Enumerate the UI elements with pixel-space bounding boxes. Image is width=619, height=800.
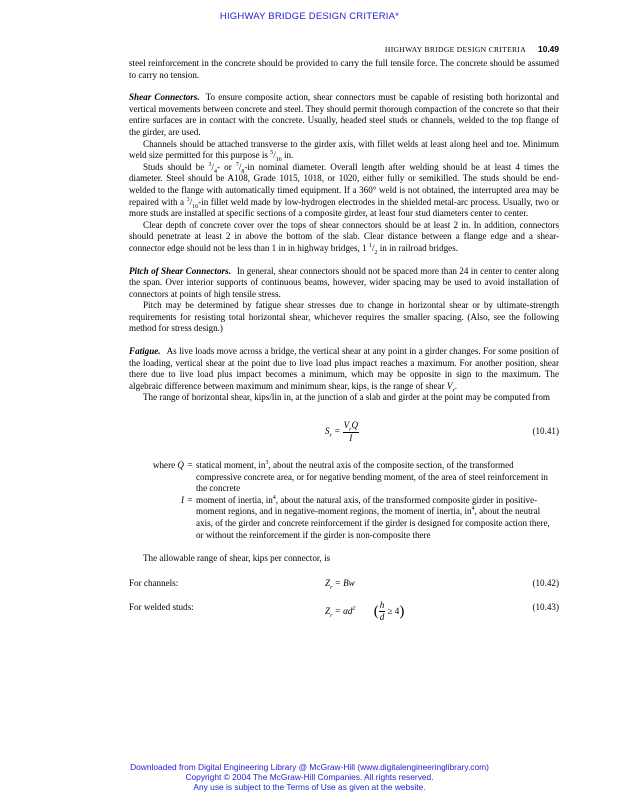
fraction-5-16: $^5/_{16}$: [270, 150, 282, 163]
z-sub: r: [330, 612, 333, 619]
studs-text-b: - or: [216, 161, 236, 172]
equation-10-43: [129, 599, 559, 632]
running-head-title: HIGHWAY BRIDGE DESIGN CRITERIA: [384, 45, 527, 54]
footer-terms: Any use is subject to the Terms of Use as given at the website.: [193, 782, 426, 792]
eq-denominator: I: [349, 432, 353, 443]
eq-fraction: [343, 420, 359, 444]
equals-sign: =: [187, 460, 193, 471]
frac-num: 7: [235, 161, 239, 168]
where-word: where: [152, 460, 176, 471]
q-def-a: statical moment, in: [196, 460, 266, 471]
frac-den: 16: [275, 156, 282, 163]
i-exp-1: 4: [272, 494, 276, 501]
frac-num: 5: [270, 150, 274, 157]
shear-connectors-heading: Shear Connectors.: [129, 92, 200, 103]
equation-10-42: [129, 578, 559, 598]
frac-den: 2: [374, 249, 378, 256]
i-label: [129, 495, 184, 541]
fraction-1-2: $^1/_2$: [368, 242, 378, 256]
z-sub: r: [330, 584, 333, 591]
channels-label: For channels:: [129, 577, 179, 588]
fatigue-paragraph-2: The range of horizontal shear, kips/lin in, at the junction of a slab and girder at the point may be computed from: [143, 392, 550, 403]
cond-rel: ≥ 4: [387, 605, 400, 616]
footer-notice: [0, 762, 619, 792]
z-exp: 2: [352, 605, 356, 612]
fatigue-text-a: As live loads move across a bridge, the vertical shear at any point in a girder changes. For some position of the loading, vertical shear at the point due to live load plus impact reaches a maximum. For another position, shear there due to live load plus impact becomes a minimum, which may be opposite in sign to the maximum. The algebraic difference between maximum and minimum shear, kips, is the range of shear: [129, 346, 559, 391]
equation-10-41-math: $S_r$ = $V_rQ$ I: [325, 420, 359, 443]
i-symbol: I: [180, 494, 184, 505]
studs-text-c: -in nominal diameter. Overall length after welding should be at least 4 times the diameter. Steel should be A108, Grade 1015, 1018, or 1020, either fully or semikilled. The studs should be end-welded to the flange with automatically timed equipment. If a 360° weld is not obtained, the interrupted area may be repaired with a: [129, 161, 559, 207]
fatigue-text-b: .: [454, 380, 458, 391]
document-page: [129, 44, 559, 632]
where-label: [129, 460, 184, 495]
i-exp-2: 4: [471, 506, 475, 513]
i-def-a: moment of inertia, in: [196, 494, 273, 505]
i-def-c: , about the neutral axis, of the girder and concrete reinforcement if the girder is designed for composite action there, or without the reinforcement if the girder is non-composite there: [196, 506, 550, 540]
eq-num-sub: r: [349, 426, 352, 433]
cond-den: d: [379, 612, 385, 623]
i-definition: [196, 495, 559, 541]
fraction-3-4: $^3/_4$: [208, 161, 217, 175]
frac-num: 3: [186, 196, 190, 203]
equation-10-42-math: $Z_r = Bw$: [325, 577, 355, 591]
footer-link[interactable]: Downloaded from Digital Engineering Library @ McGraw-Hill (www.digitalengineeringlibrary.com): [130, 762, 489, 772]
z-rhs: Bw: [343, 577, 355, 588]
eq-num-b: Q: [351, 420, 359, 431]
equation-10-43-math: $Z_r = \alpha d^2$ ( $\frac{h}{d}$ ≥ 4): [325, 599, 405, 623]
eq-lhs: S: [325, 426, 330, 437]
fatigue-paragraph: [129, 346, 559, 392]
footer-copyright: Copyright © 2004 The McGraw-Hill Companies. All rights reserved.: [185, 772, 434, 782]
pitch-text: In general, shear connectors should not be spaced more than 24 in center to center along the span. Over interior supports of continuous beams, however, wider spacing may be used to avoid installation of connectors at points of high tensile stress.: [129, 265, 559, 299]
eq-lhs-sub: r: [329, 433, 332, 440]
clear-depth-text-b: in in railroad bridges.: [377, 242, 459, 253]
z-rhs: αd: [343, 605, 353, 616]
q-exp: 3: [265, 460, 269, 466]
allowable-range-text: The allowable range of shear, kips per connector, is: [143, 553, 331, 564]
equation-number: (10.41): [532, 426, 559, 437]
pitch-paragraph: [129, 266, 559, 301]
channels-text-b: in.: [281, 150, 294, 161]
where-i-row: [129, 495, 559, 541]
intro-paragraph: steel reinforcement in the concrete should be provided to carry the full tensile force. The concrete should be assumed to carry no tension.: [129, 58, 559, 80]
studs-paragraph: [129, 162, 559, 220]
running-head: [129, 44, 559, 58]
studs-label: For welded studs:: [129, 601, 194, 612]
eq-numerator: [343, 420, 359, 433]
z-lhs: Z: [325, 577, 331, 588]
fatigue-heading: Fatigue.: [129, 346, 161, 357]
frac-den: 8: [241, 168, 245, 175]
where-q-row: [129, 460, 559, 495]
q-symbol: Q: [177, 460, 184, 471]
frac-den: 4: [213, 168, 217, 175]
pitch-heading: Pitch of Shear Connectors.: [129, 265, 231, 276]
z-lhs: Z: [325, 605, 331, 616]
equation-number: (10.43): [532, 601, 559, 612]
frac-num: 1: [368, 242, 372, 249]
vr-symbol: $V_r$: [446, 380, 455, 394]
cond-num: h: [379, 600, 386, 613]
equation-number: (10.42): [532, 577, 559, 588]
q-def-b: , about the neutral axis of the composite section, of the transformed compressive concrete area, or for negative bending moment, of the area of steel reinforcement in the concrete: [196, 460, 548, 494]
channels-text-a: Channels should be attached transverse to the girder axis, with fillet welds at least along heel and toe. Minimum weld size permitted for this purpose is: [129, 138, 559, 161]
studs-text-a: Studs should be: [143, 161, 209, 172]
condition-fraction: [379, 600, 386, 624]
i-def-b: , about the natural axis, of the transformed composite girder in positive-moment regions, and in negative-moment regions, the moment of inertia, in: [196, 494, 538, 517]
studs-text-d: -in fillet weld made by low-hydrogen electrodes in the shielded metal-arc process. Usually, two or more studs are installed at specific sections of a composite girder, at least four stud diameters center to center.: [129, 196, 559, 219]
shear-connectors-text: To ensure composite action, shear connectors must be capable of resisting both horizontal and vertical movements between concrete and steel. They should permit thorough compaction of the concrete so that their entire surfaces are in contact with the concrete. Usually, headed steel studs or channels, welded to the top flange of the girder, are used.: [129, 92, 559, 137]
clear-depth-text-a: Clear depth of concrete cover over the tops of shear connectors should be at least 2 in. In addition, connectors should penetrate at least 2 in above the bottom of the slab. Clear distance between a flange edge and a shear-connector edge should not be less than 1 in in highway bridges, 1: [129, 219, 559, 253]
channels-paragraph: [129, 139, 559, 162]
eq-num-a: V: [343, 420, 350, 431]
close-paren: ): [399, 603, 405, 620]
clear-depth-paragraph: [129, 220, 559, 255]
pitch-paragraph-2: Pitch may be determined by fatigue shear stresses due to change in horizontal shear or by ultimate-strength requirements for resisting total horizontal shear, whichever requires the smaller spacing. (Also, see the following method for stress design.): [129, 300, 559, 334]
q-definition: [196, 460, 559, 495]
frac-num: 3: [208, 161, 212, 168]
fraction-7-8: $^7/_8$: [235, 161, 245, 175]
fraction-3-16: $^3/_{16}$: [186, 196, 199, 210]
equals-sign: =: [187, 494, 193, 505]
page-number: 10.49: [538, 44, 559, 54]
download-banner: HIGHWAY BRIDGE DESIGN CRITERIA*: [219, 11, 400, 22]
frac-den: 16: [192, 203, 199, 210]
open-paren: (: [373, 603, 379, 620]
where-definitions: [129, 460, 559, 541]
shear-connectors-paragraph: [129, 92, 559, 138]
equation-10-41: [129, 414, 559, 454]
